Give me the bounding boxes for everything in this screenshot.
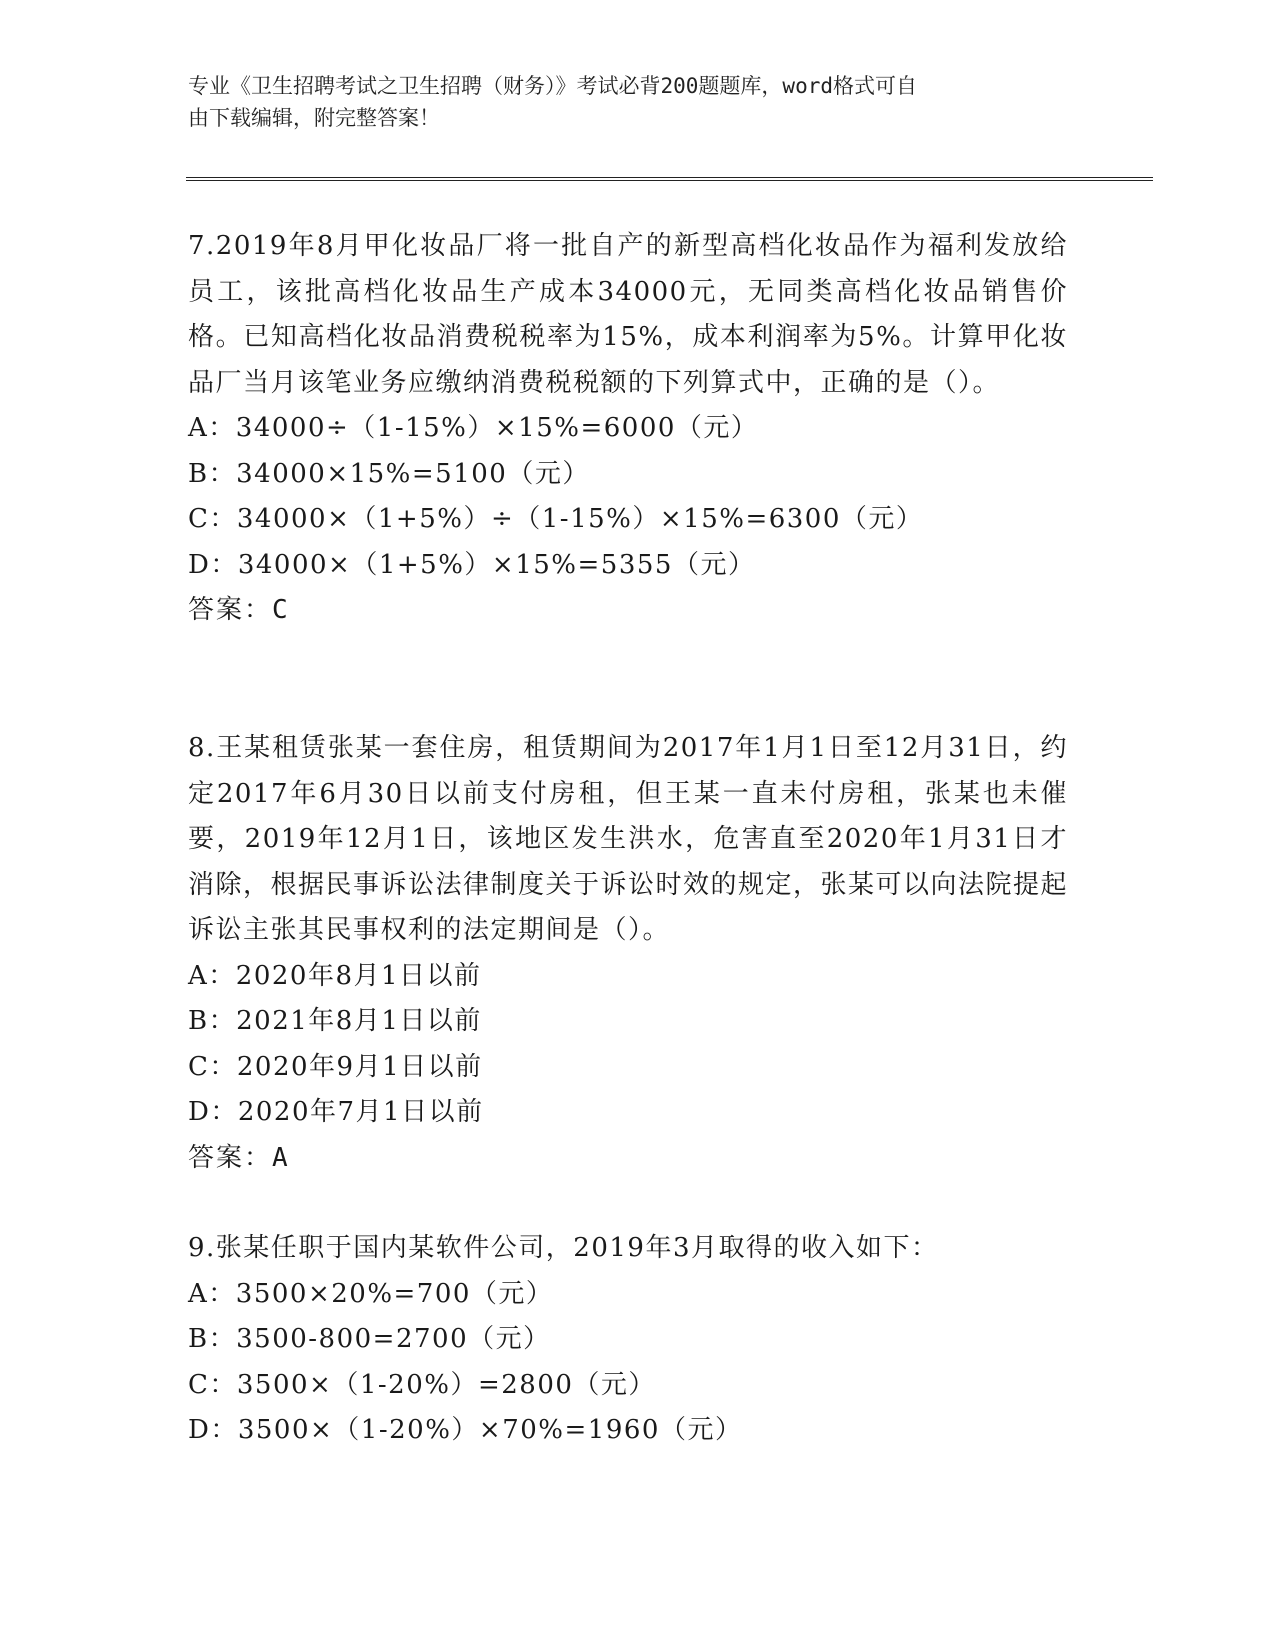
option-b: B：3500-800=2700（元）	[188, 1324, 551, 1354]
question-stem: 8.王某租赁张某一套住房，租赁期间为2017年1月1日至12月31日，约定2017年6月30日以前支付房租，但王某一直未付房租，张某也未催要，2019年12月1日，该地区发生洪水，危害直至2020年1月31日才消除，根据民事诉讼法律制度关于诉讼时效的规定，张某可以向法院提起诉讼主张其民事权利的法定期间是（）。	[188, 733, 1069, 945]
question-8	[188, 726, 1068, 1181]
header-line-2: 由下载编辑，附完整答案！	[188, 106, 440, 130]
option-c: C：3500×（1-20%）=2800（元）	[188, 1369, 656, 1400]
option-a: A：3500×20%=700（元）	[188, 1278, 554, 1309]
option-a: A：34000÷（1-15%）×15%=6000（元）	[188, 413, 759, 443]
option-b: B：2021年8月1日以前	[188, 1006, 482, 1036]
answer-label: 答案：	[188, 595, 273, 625]
document-header	[188, 70, 1088, 134]
answer-value: A	[272, 1142, 290, 1173]
answer-line	[188, 588, 1068, 634]
option-d: D：3500×（1-20%）×70%=1960（元）	[188, 1415, 743, 1445]
question-7	[188, 224, 1068, 634]
header-line-1: 专业《卫生招聘考试之卫生招聘（财务）》考试必背200题题库，word格式可自	[188, 74, 917, 98]
option-c: C：2020年9月1日以前	[188, 1051, 483, 1082]
answer-label: 答案：	[188, 1142, 273, 1173]
option-b: B：34000×15%=5100（元）	[188, 458, 590, 489]
question-9	[188, 1226, 1068, 1454]
option-c: C：34000×（1+5%）÷（1-15%）×15%=6300（元）	[188, 504, 924, 534]
answer-value: C	[272, 595, 290, 625]
option-a: A：2020年8月1日以前	[188, 960, 482, 991]
option-d: D：34000×（1+5%）×15%=5355（元）	[188, 549, 756, 580]
question-stem: 9.张某任职于国内某软件公司，2019年3月取得的收入如下：	[188, 1233, 939, 1263]
option-d: D：2020年7月1日以前	[188, 1097, 484, 1127]
header-divider	[186, 177, 1153, 181]
answer-line	[188, 1136, 1068, 1182]
question-stem: 7.2019年8月甲化妆品厂将一批自产的新型高档化妆品作为福利发放给员工，该批高档化妆品生产成本34000元，无同类高档化妆品销售价格。已知高档化妆品消费税税率为15%，成本利润率为5%。计算甲化妆品厂当月该笔业务应缴纳消费税税额的下列算式中，正确的是（）。	[188, 231, 1068, 398]
